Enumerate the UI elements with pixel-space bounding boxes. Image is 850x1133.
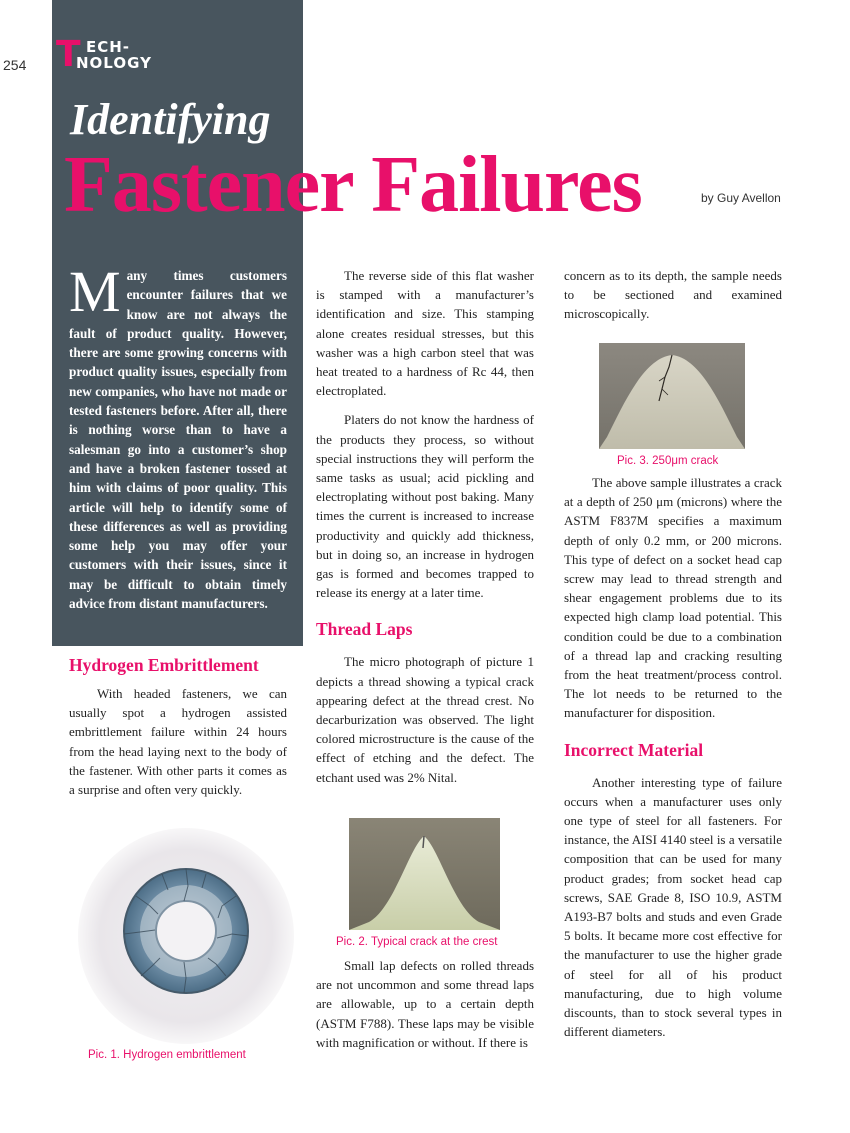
column-3 xyxy=(564,473,782,1041)
col1-paragraph-1: With headed fasteners, we can usually spot a hydrogen assisted embrittlement failure within 24 hours from the head laying next to the body of the fastener. With other parts it comes as a surprise and often very quickly. xyxy=(69,686,287,798)
logo-line-2: NOLOGY xyxy=(76,54,152,72)
column-2 xyxy=(316,266,534,787)
photo-hydrogen-embrittlement-washer xyxy=(76,826,296,1046)
photo-250-micron-crack xyxy=(599,343,745,449)
col2-paragraph-4: Small lap defects on rolled threads are not uncommon and some thread laps are allowable, up to a certain depth (ASTM F788). These laps may be visible with magnification or without. If there is xyxy=(316,958,534,1050)
col2-paragraph-1: The reverse side of this flat washer is stamped with a manufacturer’s identification and size. This stamping alone creates residual stresses, but this washer was a high carbon steel that was heat treated to a hardness of Rc 44, then electroplated. xyxy=(316,268,534,399)
col3-paragraph-3: Another interesting type of failure occurs when a manufacturer uses only one type of steel for all fasteners. For instance, the AISI 4140 steel is a versatile composition that can be used for many product grades; from socket head cap screws, SAE Grade 8, ISO 10.9, ASTM A193-B7 bolts and studs and even Grade 5 bolts. It became more cost effective for the manufacturer to use the higher grade of steel for all of his product manufacturing, due to high volume discounts, than to stock several types in different diameters. xyxy=(564,774,782,1040)
logo-big-letter: T xyxy=(56,34,81,75)
drop-cap: M xyxy=(69,259,121,324)
column-1 xyxy=(69,654,287,799)
photo-thread-crest-crack xyxy=(349,818,500,930)
logo-line-1: ECH- xyxy=(86,38,131,56)
col2-paragraph-2: Platers do not know the hardness of the products they process, so without special instructions they will perform the same tasks as usual; acid pickling and electroplating without post baking. Many times the current is increased to increase productivity and quickly add thickness, but in doing so, an increase in hydrogen gas is formed and becomes trapped to release its energy at a later time. xyxy=(316,412,534,601)
column-2-bottom xyxy=(316,956,534,1052)
article-title-line-1: Identifying xyxy=(70,95,271,144)
column-3-top xyxy=(564,266,782,324)
article-byline: by Guy Avellon xyxy=(701,191,781,205)
heading-incorrect-material: Incorrect Material xyxy=(564,739,704,760)
intro-text: any times customers encounter failures that we know are not always the fault of product quality. However, there are some growing concerns with product quality issues, especially from new companies, who have not made or tested fasteners before. After all, there is nothing worse than to have a salesman go into a customer’s shop and have a broken fastener tossed at him with claims of poor quality. This article will help to identify some of these differences as well as providing some help you may offer your customers with their issues, since it may be difficult to obtain timely advice from distant manufacturers. xyxy=(69,268,287,612)
caption-pic-1: Pic. 1. Hydrogen embrittlement xyxy=(88,1049,246,1061)
col2-paragraph-3: The micro photograph of picture 1 depicts a thread showing a typical crack appearing defect at the thread crest. No decarburization was observed. The light colored microstructure is the cause of the effect of etching and the defect. The etchant used was 2% Nital. xyxy=(316,654,534,785)
heading-hydrogen-embrittlement: Hydrogen Embrittlement xyxy=(69,655,259,675)
caption-pic-3: Pic. 3. 250μm crack xyxy=(617,455,719,467)
page-number: 254 xyxy=(3,57,27,73)
technology-logo xyxy=(56,34,176,75)
col3-paragraph-1: concern as to its depth, the sample needs to be sectioned and examined microscopically. xyxy=(564,268,782,322)
caption-pic-2: Pic. 2. Typical crack at the crest xyxy=(336,936,498,948)
article-title-line-2: Fastener Failures xyxy=(64,141,642,229)
heading-thread-laps: Thread Laps xyxy=(316,619,413,640)
col3-paragraph-2: The above sample illustrates a crack at a depth of 250 μm (microns) where the ASTM F837M specifies a maximum depth of only 0.2 mm, or 200 microns. This type of defect on a socket head cap screw may lead to thread strength and shear engagement problems due to its expected high clamp load potential. This condition could be due to a combination of a thread lap and cracking resulting from the heat treatment/process control. The lot needs to be returned to the manufacturer for disposition. xyxy=(564,475,782,721)
intro-paragraph xyxy=(69,259,287,613)
